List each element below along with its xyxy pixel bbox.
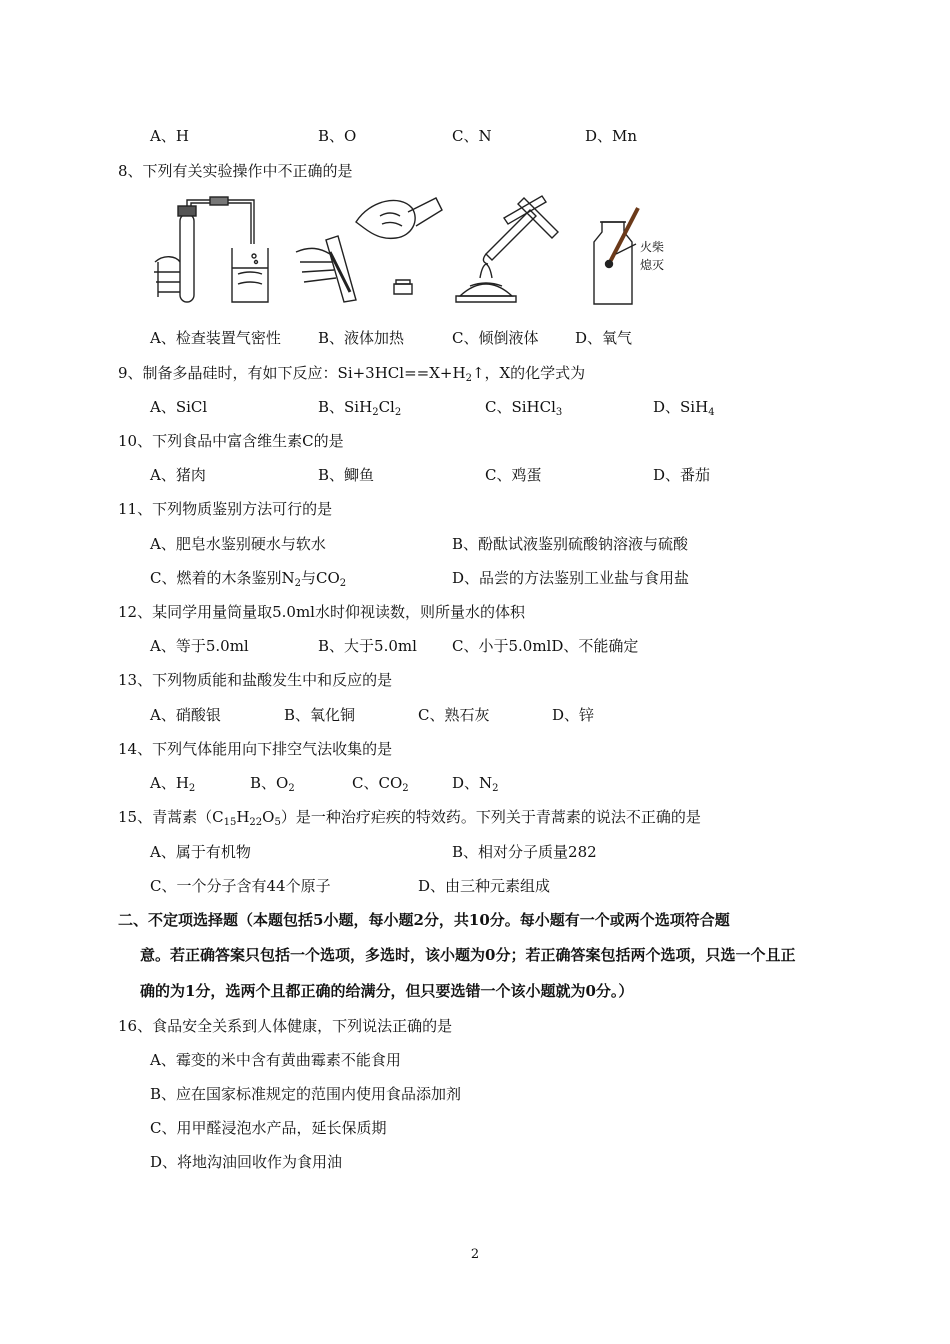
q13-option-b: B、氧化铜 [284,706,356,724]
q15-option-b: B、相对分子质量282 [452,843,597,861]
q8-option-b: B、液体加热 [318,329,405,347]
q10-stem: 10、下列食品中富含维生素C的是 [118,432,344,450]
q11-option-a: A、肥皂水鉴别硬水与软水 [150,535,326,553]
q14-option-c: C、$CO_2$ [352,774,409,794]
q14-option-b: B、$O_2$ [250,774,295,794]
q16-option-b: B、应在国家标准规定的范围内使用食品添加剂 [150,1085,462,1103]
q11-option-b: B、酚酞试液鉴别硫酸钠溶液与硫酸 [452,535,689,553]
q15-stem: 15、青蒿素$(C_{15}H_{22}O_5)$是一种治疗疟疾的特效药。下列关于青蒿素的说法不正确的是 [118,808,701,828]
page-number: 2 [470,1247,480,1262]
q14-option-d: D、$N_2$ [452,774,499,794]
tube-heating-drawing [456,196,558,302]
q8-experiment-figure [150,192,690,308]
q11-stem: 11、下列物质鉴别方法可行的是 [118,500,333,518]
q16-stem: 16、食品安全关系到人体健康，下列说法正确的是 [118,1017,453,1035]
q9-stem: 9、制备多晶硅时，有如下反应：$Si+3HCl==X+H_2↑$，X的化学式为 [118,364,586,384]
section2-heading-line1: 二、不定项选择题（本题包括5小题，每小题2分，共10分。每小题有一个或两个选项符合题 [118,911,730,929]
q9-option-c: C、SiHCl$_3$ [485,398,563,418]
q10-option-d: D、番茄 [653,466,711,484]
q7-option-b: B、O [318,127,357,145]
section2-heading-line3: 确的为1分，选两个且都正确的给满分，但只要选错一个该小题就为0分。） [140,982,634,1000]
q10-option-b: B、鲫鱼 [318,466,375,484]
q12-option-cd: C、小于5.0mlD、不能确定 [452,637,639,655]
q9-option-a: A、SiCl [150,398,208,416]
q10-option-a: A、猪肉 [150,466,206,484]
q16-option-c: C、用甲醛浸泡水产品，延长保质期 [150,1119,387,1137]
q15-option-d: D、由三种元素组成 [418,877,551,895]
liquid-heating-drawing [296,198,442,302]
q13-stem: 13、下列物质能和盐酸发生中和反应的是 [118,671,393,689]
q7-option-c: C、N [452,127,492,145]
section2-heading-line2: 意。若正确答案只包括一个选项，多选时，该小题为0分；若正确答案包括两个选项，只选一个且正 [140,946,796,964]
q12-option-b: B、大于5.0ml [318,637,417,655]
q13-option-a: A、硝酸银 [150,706,221,724]
q8-option-c: C、倾倒液体 [452,329,539,347]
q16-option-a: A、霉变的米中含有黄曲霉素不能食用 [150,1051,401,1069]
q12-stem: 12、某同学用量筒量取5.0ml水时仰视读数，则所量水的体积 [118,603,525,621]
q11-option-d: D、品尝的方法鉴别工业盐与食用盐 [452,569,690,587]
q16-option-d: D、将地沟油回收作为食用油 [150,1153,343,1171]
q11-option-c: C、燃着的木条鉴别$N_2$与$CO_2$ [150,569,347,589]
q9-option-b: B、$SiH_2Cl_2$ [318,398,402,418]
q10-option-c: C、鸡蛋 [485,466,542,484]
airtightness-check-drawing [154,197,268,302]
q15-option-a: A、属于有机物 [150,843,251,861]
oxygen-bottle-drawing [594,208,638,304]
q8-option-a: A、检查装置气密性 [150,329,281,347]
q8-option-d: D、氧气 [575,329,633,347]
q15-option-c: C、一个分子含有44个原子 [150,877,331,895]
q7-option-a: A、H [150,127,189,145]
match-label-line2: 熄灭 [640,258,665,272]
q7-option-d: D、Mn [585,127,638,145]
q14-option-a: A、$H_2$ [150,774,196,794]
q13-option-d: D、锌 [552,706,595,724]
q13-option-c: C、熟石灰 [418,706,490,724]
match-label-line1: 火柴 [640,240,665,254]
q14-stem: 14、下列气体能用向下排空气法收集的是 [118,740,393,758]
q12-option-a: A、等于5.0ml [150,637,249,655]
q8-stem: 8、下列有关实验操作中不正确的是 [118,162,353,180]
q9-option-d: D、SiH$_4$ [653,398,715,418]
